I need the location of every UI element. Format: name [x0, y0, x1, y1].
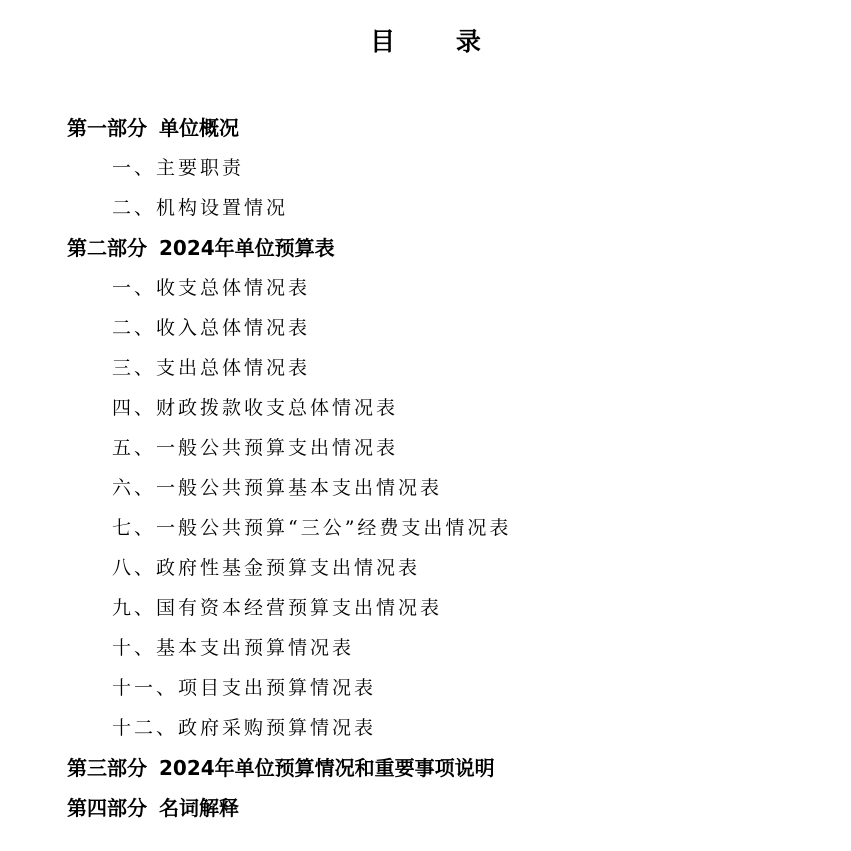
- toc-item: 三、支出总体情况表: [112, 357, 311, 379]
- toc-part-title: 2024年单位预算表: [159, 236, 335, 260]
- toc-part-3: [0, 748, 851, 788]
- toc-part-number: 第一部分: [67, 116, 147, 140]
- toc-part-title: 名词解释: [159, 796, 239, 820]
- toc-item: 十二、政府采购预算情况表: [112, 717, 377, 739]
- table-of-contents: [0, 108, 851, 828]
- toc-item: 七、一般公共预算“三公”经费支出情况表: [112, 517, 512, 539]
- toc-item: 五、一般公共预算支出情况表: [112, 437, 399, 459]
- toc-item: 十一、项目支出预算情况表: [112, 677, 377, 699]
- toc-item: 八、政府性基金预算支出情况表: [112, 557, 421, 579]
- toc-item: 一、主要职责: [112, 157, 245, 179]
- toc-item: 九、国有资本经营预算支出情况表: [112, 597, 443, 619]
- toc-part-number: 第三部分: [67, 756, 147, 780]
- toc-part-title: 单位概况: [159, 116, 239, 140]
- toc-part-number: 第二部分: [67, 236, 147, 260]
- toc-item: 二、机构设置情况: [112, 197, 289, 219]
- toc-part-2: [0, 228, 851, 268]
- toc-item: 四、财政拨款收支总体情况表: [112, 397, 399, 419]
- toc-part-title: 2024年单位预算情况和重要事项说明: [159, 756, 495, 780]
- page-title: 目 录: [370, 27, 507, 56]
- toc-part-1: [0, 108, 851, 148]
- toc-item: 十、基本支出预算情况表: [112, 637, 355, 659]
- toc-item: 二、收入总体情况表: [112, 317, 311, 339]
- toc-part-number: 第四部分: [67, 796, 147, 820]
- toc-item: 六、一般公共预算基本支出情况表: [112, 477, 443, 499]
- toc-part-4: [0, 788, 851, 828]
- toc-item: 一、收支总体情况表: [112, 277, 311, 299]
